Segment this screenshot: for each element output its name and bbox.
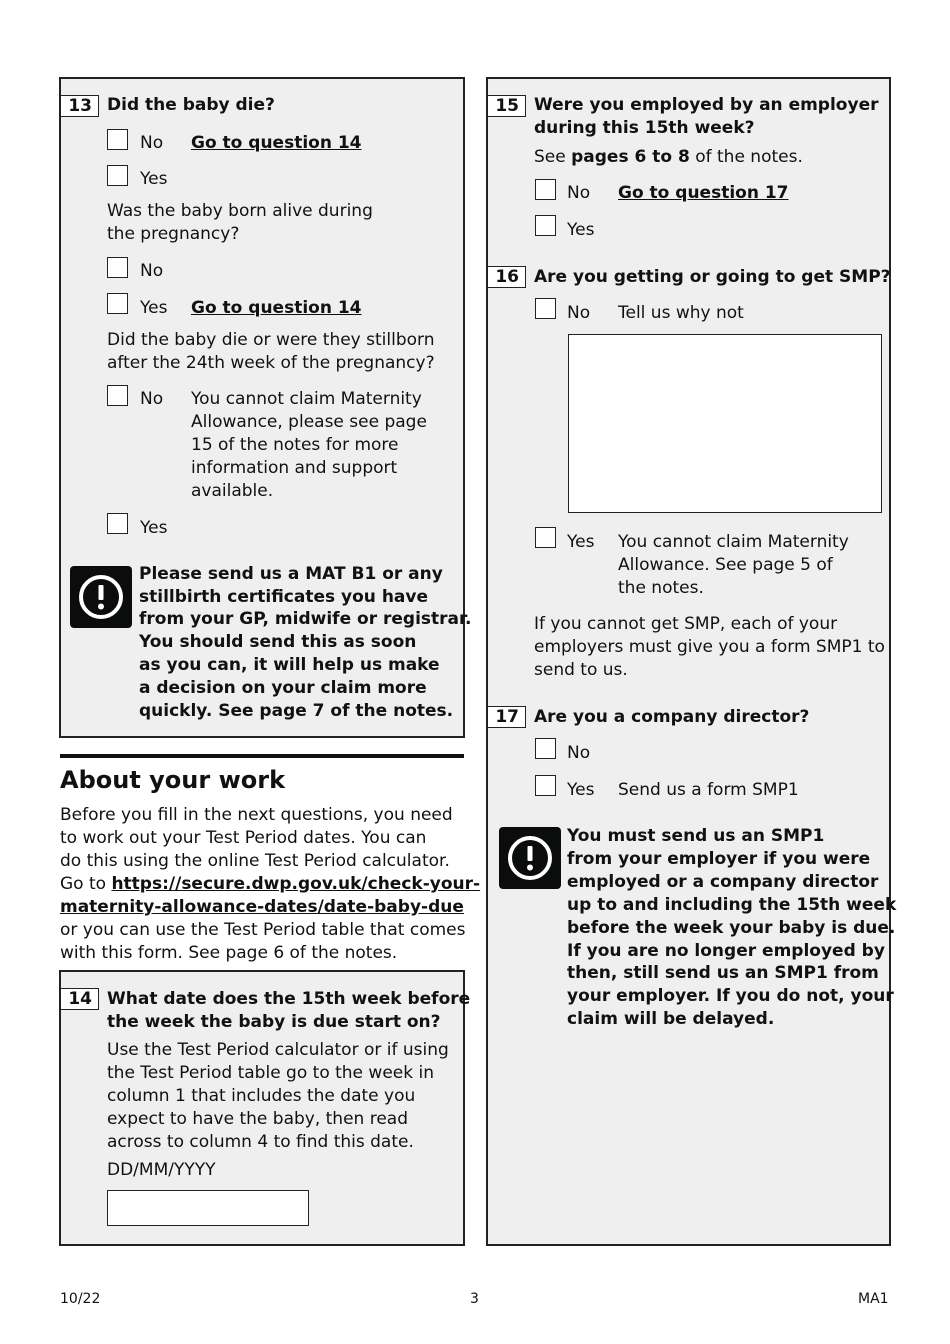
question-15-title-line2: during this 15th week? (534, 118, 755, 138)
q16-yes-note-line3: the notes. (618, 578, 704, 598)
q15-yes-label: Yes (567, 220, 595, 240)
q17-alert-line6: If you are no longer employed by (567, 941, 885, 961)
q15-see-prefix: See (534, 147, 572, 167)
q16-reason-textarea[interactable] (568, 334, 882, 513)
q16-smp1-note-line3: send to us. (534, 660, 628, 680)
q15-see-suffix: of the notes. (689, 147, 803, 167)
q13-stillborn-no-note-line1: You cannot claim Maternity (191, 389, 422, 409)
q13-born-alive-yes-checkbox[interactable] (107, 293, 128, 314)
q16-yes-note-line2: Allowance. See page 5 of (618, 555, 833, 575)
q17-alert-line2: from your employer if you were (567, 849, 871, 869)
test-period-calculator-link-part2[interactable]: maternity-allowance-dates/date-baby-due (60, 897, 464, 917)
q13-stillborn-no-note-line4: information and support (191, 458, 398, 478)
question-14-number: 14 (61, 988, 99, 1010)
q13-yes-checkbox[interactable] (107, 165, 128, 186)
q13-stillborn-question-line1: Did the baby die or were they stillborn (107, 330, 435, 350)
footer-form-code: MA1 (858, 1291, 889, 1307)
question-14-title-line2: the week the baby is due start on? (107, 1012, 441, 1032)
q16-yes-note-line1: You cannot claim Maternity (618, 532, 849, 552)
q13-no-checkbox[interactable] (107, 129, 128, 150)
q16-smp1-note-line1: If you cannot get SMP, each of your (534, 614, 838, 634)
q17-no-label: No (567, 743, 591, 763)
q13-alert-line2: stillbirth certificates you have (139, 587, 429, 607)
q13-born-alive-no-label: No (140, 261, 164, 281)
q16-no-note: Tell us why not (618, 303, 744, 323)
q16-yes-label: Yes (567, 532, 595, 552)
about-line4 (60, 873, 480, 896)
q13-stillborn-no-note-line2: Allowance, please see page (191, 412, 427, 432)
q17-no-checkbox[interactable] (535, 738, 556, 759)
q13-stillborn-yes-label: Yes (140, 518, 168, 538)
question-15-title-line1: Were you employed by an employer (534, 95, 879, 115)
q13-stillborn-no-note-line3: 15 of the notes for more (191, 435, 399, 455)
q13-stillborn-yes-checkbox[interactable] (107, 513, 128, 534)
q17-yes-checkbox[interactable] (535, 775, 556, 796)
q13-stillborn-question-line2: after the 24th week of the pregnancy? (107, 353, 435, 373)
q17-yes-note: Send us a form SMP1 (618, 780, 799, 800)
q17-alert-line3: employed or a company director (567, 872, 879, 892)
q13-stillborn-no-checkbox[interactable] (107, 385, 128, 406)
q13-yes-label: Yes (140, 169, 168, 189)
about-line6: or you can use the Test Period table that comes (60, 920, 466, 940)
about-line2: to work out your Test Period dates. You can (60, 828, 427, 848)
q13-stillborn-no-label: No (140, 389, 164, 409)
question-17-title: Are you a company director? (534, 707, 810, 727)
q15-no-label: No (567, 183, 591, 203)
q13-no-go-to-link[interactable]: Go to question 14 (191, 133, 362, 153)
q17-alert-line7: then, still send us an SMP1 from (567, 963, 879, 983)
q17-alert-line1: You must send us an SMP1 (567, 826, 825, 846)
footer-page-number: 3 (470, 1291, 479, 1307)
q13-alert-line1: Please send us a MAT B1 or any (139, 564, 443, 584)
q15-no-go-to-link[interactable]: Go to question 17 (618, 183, 789, 203)
q16-smp1-note-line2: employers must give you a form SMP1 to (534, 637, 885, 657)
question-13-number: 13 (61, 95, 99, 117)
about-line7: with this form. See page 6 of the notes. (60, 943, 398, 963)
about-line3: do this using the online Test Period calculator. (60, 851, 450, 871)
q14-help-line3: column 1 that includes the date you (107, 1086, 416, 1106)
q17-alert-line5: before the week your baby is due. (567, 918, 896, 938)
question-16-title: Are you getting or going to get SMP? (534, 267, 891, 287)
q13-alert-line6: a decision on your claim more (139, 678, 427, 698)
q13-born-alive-question-line1: Was the baby born alive during (107, 201, 373, 221)
q14-date-format-label: DD/MM/YYYY (107, 1160, 216, 1180)
q13-born-alive-yes-label: Yes (140, 298, 168, 318)
q13-born-alive-yes-go-to-link[interactable]: Go to question 14 (191, 298, 362, 318)
footer-date-code: 10/22 (60, 1291, 101, 1307)
q17-alert-line9: claim will be delayed. (567, 1009, 775, 1029)
q17-alert-line4: up to and including the 15th week (567, 895, 897, 915)
exclamation-alert-icon (70, 566, 132, 628)
q15-yes-checkbox[interactable] (535, 215, 556, 236)
q14-help-line4: expect to have the baby, then read (107, 1109, 409, 1129)
q17-yes-label: Yes (567, 780, 595, 800)
q14-help-line2: the Test Period table go to the week in (107, 1063, 434, 1083)
q17-alert-line8: your employer. If you do not, your (567, 986, 894, 1006)
q13-stillborn-no-note-line5: available. (191, 481, 274, 501)
about-go-to-prefix: Go to (60, 874, 112, 894)
q14-help-line5: across to column 4 to find this date. (107, 1132, 414, 1152)
q13-alert-line7: quickly. See page 7 of the notes. (139, 701, 454, 721)
section-divider (60, 754, 464, 758)
q13-no-label: No (140, 133, 164, 153)
question-16-number: 16 (488, 266, 526, 288)
q16-yes-checkbox[interactable] (535, 527, 556, 548)
question-17-number: 17 (488, 706, 526, 728)
q13-born-alive-question-line2: the pregnancy? (107, 224, 240, 244)
q16-no-checkbox[interactable] (535, 298, 556, 319)
test-period-calculator-link-part1[interactable]: https://secure.dwp.gov.uk/check-your- (111, 874, 481, 894)
exclamation-alert-icon (499, 827, 561, 889)
q14-date-input[interactable] (107, 1190, 309, 1226)
q14-help-line1: Use the Test Period calculator or if using (107, 1040, 449, 1060)
about-line1: Before you fill in the next questions, you need (60, 805, 453, 825)
q16-no-label: No (567, 303, 591, 323)
q15-no-checkbox[interactable] (535, 179, 556, 200)
q13-alert-line4: You should send this as soon (139, 632, 417, 652)
q13-born-alive-no-checkbox[interactable] (107, 257, 128, 278)
question-15-number: 15 (488, 95, 526, 117)
q13-alert-line3: from your GP, midwife or registrar. (139, 609, 472, 629)
question-13-title: Did the baby die? (107, 95, 275, 115)
q15-see-notes (534, 146, 803, 169)
q15-see-pages: pages 6 to 8 (571, 147, 690, 167)
about-your-work-heading: About your work (60, 766, 286, 794)
question-14-title-line1: What date does the 15th week before (107, 989, 471, 1009)
q13-alert-line5: as you can, it will help us make (139, 655, 440, 675)
